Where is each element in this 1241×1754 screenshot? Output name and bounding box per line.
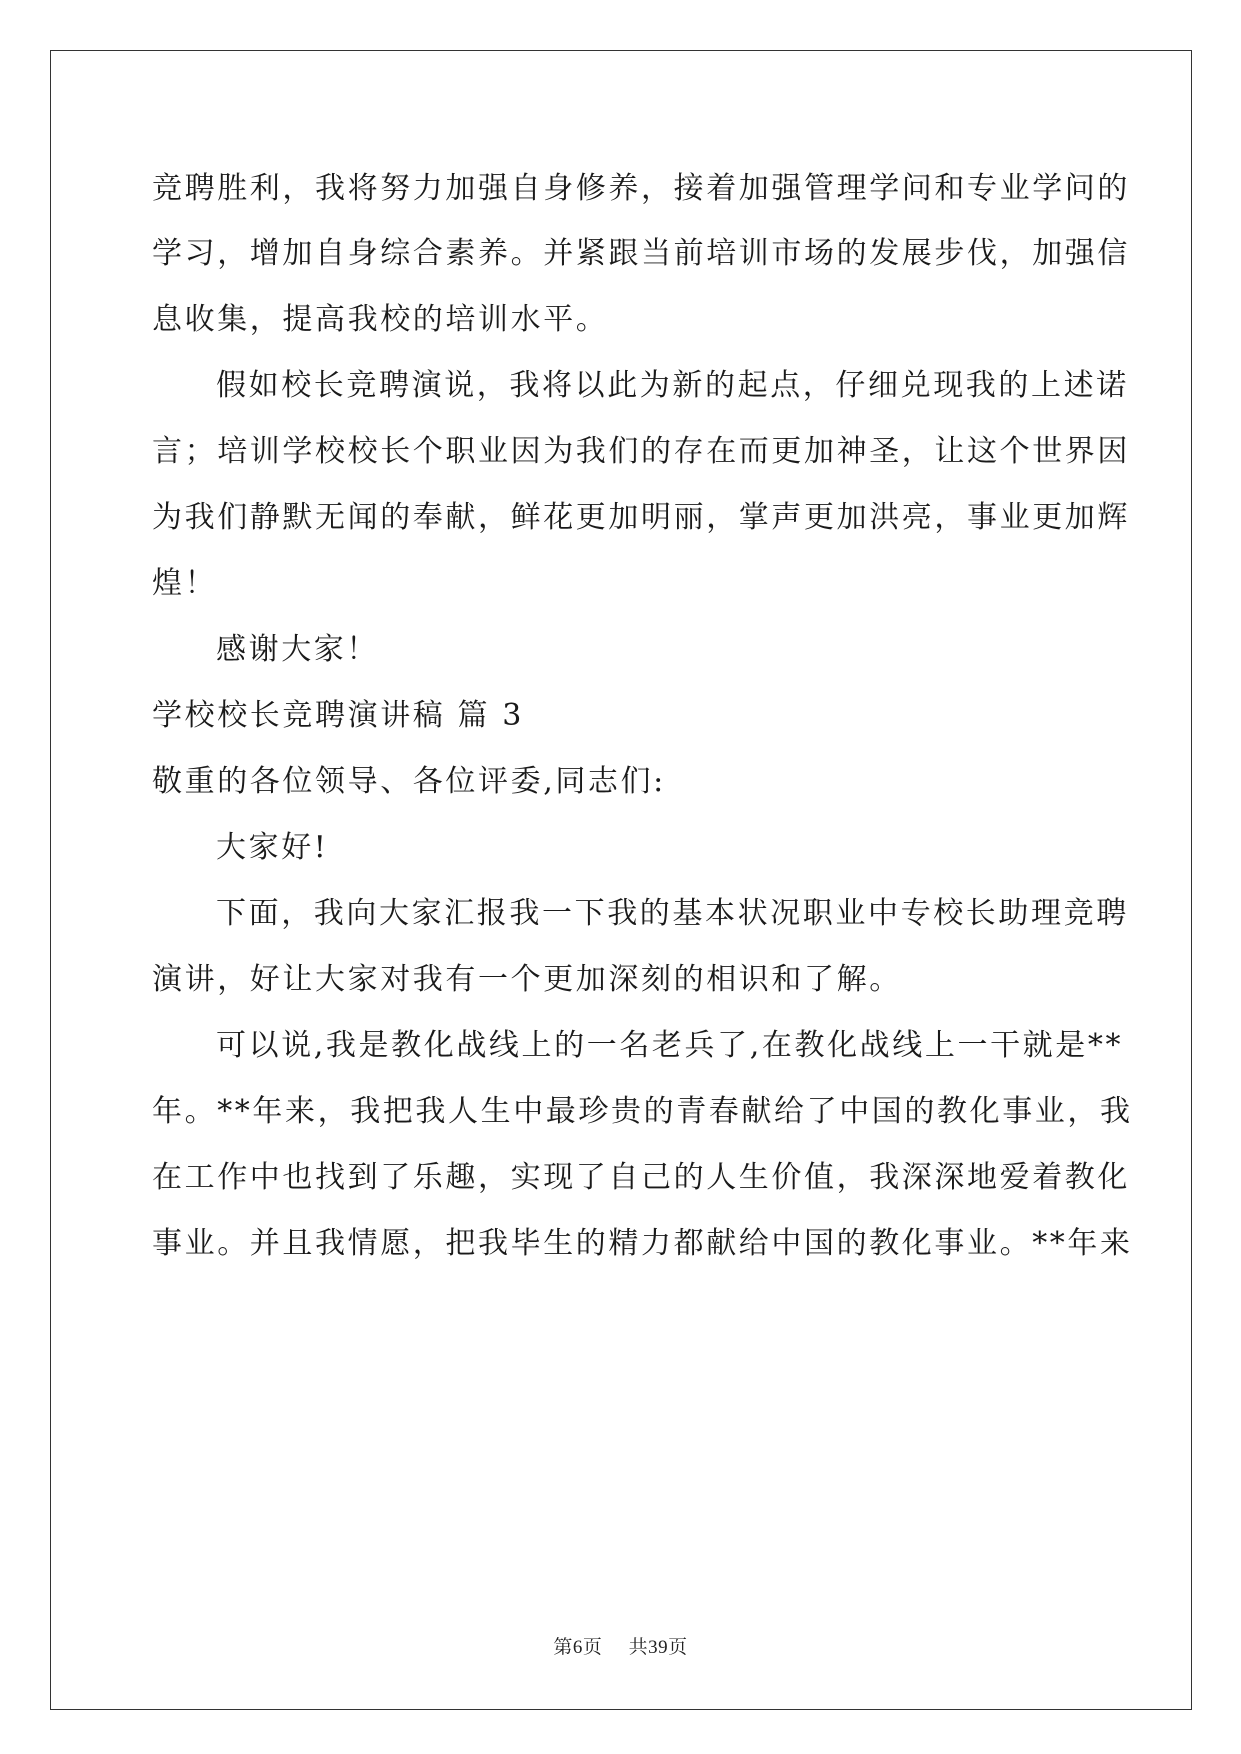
text-line: 下面，我向大家汇报我一下我的基本状况职业中专校长助理竞聘	[216, 896, 1129, 931]
text-line: 可以说,我是教化战线上的一名老兵了,在教化战线上一干就是**	[216, 1028, 1124, 1063]
text-line: 息收集，提高我校的培训水平。	[152, 302, 609, 337]
text-line: 假如校长竞聘演说，我将以此为新的起点，仔细兑现我的上述诺	[216, 368, 1129, 403]
text-line: 煌！	[152, 566, 218, 601]
text-line: 为我们静默无闻的奉献，鲜花更加明丽，掌声更加洪亮，事业更加辉	[152, 500, 1130, 535]
total-unit: 页	[668, 1636, 688, 1658]
text-line: 竞聘胜利，我将努力加强自身修养，接着加强管理学问和专业学问的	[152, 171, 1130, 206]
text-line: 事业。并且我情愿，把我毕生的精力都献给中国的教化事业。**年来	[152, 1226, 1133, 1261]
page-border	[50, 50, 1192, 1710]
salutation: 敬重的各位领导、各位评委,同志们:	[152, 764, 666, 799]
section-heading: 学校校长竞聘演讲稿 篇 3	[152, 698, 524, 733]
page-unit: 页	[582, 1636, 603, 1658]
text-line: 言；培训学校校长个职业因为我们的存在而更加神圣，让这个世界因	[152, 434, 1130, 469]
text-line: 演讲，好让大家对我有一个更加深刻的相识和了解。	[152, 962, 902, 997]
page-number: 6	[572, 1637, 583, 1658]
total-prefix: 共	[628, 1636, 649, 1658]
page-footer	[0, 1632, 1241, 1659]
text-line: 学习，增加自身综合素养。并紧跟当前培训市场的发展步伐，加强信	[152, 236, 1130, 271]
text-line: 年。**年来，我把我人生中最珍贵的青春献给了中国的教化事业，我	[152, 1094, 1133, 1129]
page-prefix: 第	[553, 1636, 573, 1658]
text-line: 在工作中也找到了乐趣，实现了自己的人生价值，我深深地爱着教化	[152, 1160, 1130, 1195]
text-line: 感谢大家！	[216, 632, 379, 667]
total-pages: 39	[648, 1637, 669, 1658]
text-line: 大家好!	[216, 830, 329, 865]
